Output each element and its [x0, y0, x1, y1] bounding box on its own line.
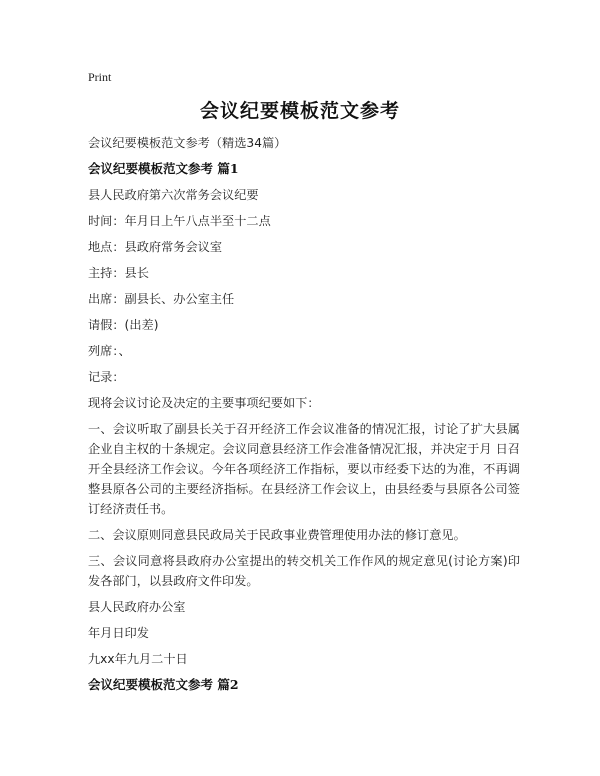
- observers-line: 列席：、: [88, 344, 131, 358]
- agenda-item-1: 一、会议听取了副县长关于召开经济工作会议准备的情况汇报，讨论了扩大县属企业自主权的十条规定。会议同意县经济工作会准备情况汇报，并决定于月 日召开全县经济工作会议。今年各项经济工作指标，要以市经委下达的为准，不再调整县原各公司的主要经济指标。在县经济工作会议上，由县经委与县原各公司签订经济责任书。: [88, 422, 520, 516]
- date-line: 九xx年九月二十日: [88, 652, 188, 666]
- recorder-line: 记录：: [88, 370, 125, 384]
- attendees-line: 出席：副县长、办公室主任: [88, 292, 235, 306]
- issue-date-line: 年月日印发: [88, 626, 149, 640]
- document-subtitle: 会议纪要模板范文参考（精选34篇）: [88, 136, 287, 150]
- intro-line: 现将会议讨论及决定的主要事项纪要如下：: [88, 396, 320, 410]
- document-title: 会议纪要模板范文参考: [199, 100, 400, 122]
- agenda-item-2: 二、会议原则同意县民政局关于民政事业费管理使用办法的修订意见。: [88, 528, 466, 542]
- print-link[interactable]: Print: [88, 70, 112, 84]
- section-heading-2: 会议纪要模板范文参考 篇2: [88, 677, 239, 692]
- host-line: 主持：县长: [88, 266, 149, 280]
- issuer-line: 县人民政府办公室: [88, 600, 186, 614]
- location-line: 地点：县政府常务会议室: [88, 240, 223, 254]
- document-body: [88, 133, 520, 701]
- meeting-name-line: 县人民政府第六次常务会议纪要: [88, 188, 259, 202]
- absent-line: 请假：(出差): [88, 318, 159, 332]
- section-heading-1: 会议纪要模板范文参考 篇1: [88, 161, 239, 176]
- time-line: 时间：年月日上午八点半至十二点: [88, 214, 271, 228]
- agenda-item-3: 三、会议同意将县政府办公室提出的转交机关工作作风的规定意见(讨论方案)印发各部门，以县政府文件印发。: [88, 554, 520, 588]
